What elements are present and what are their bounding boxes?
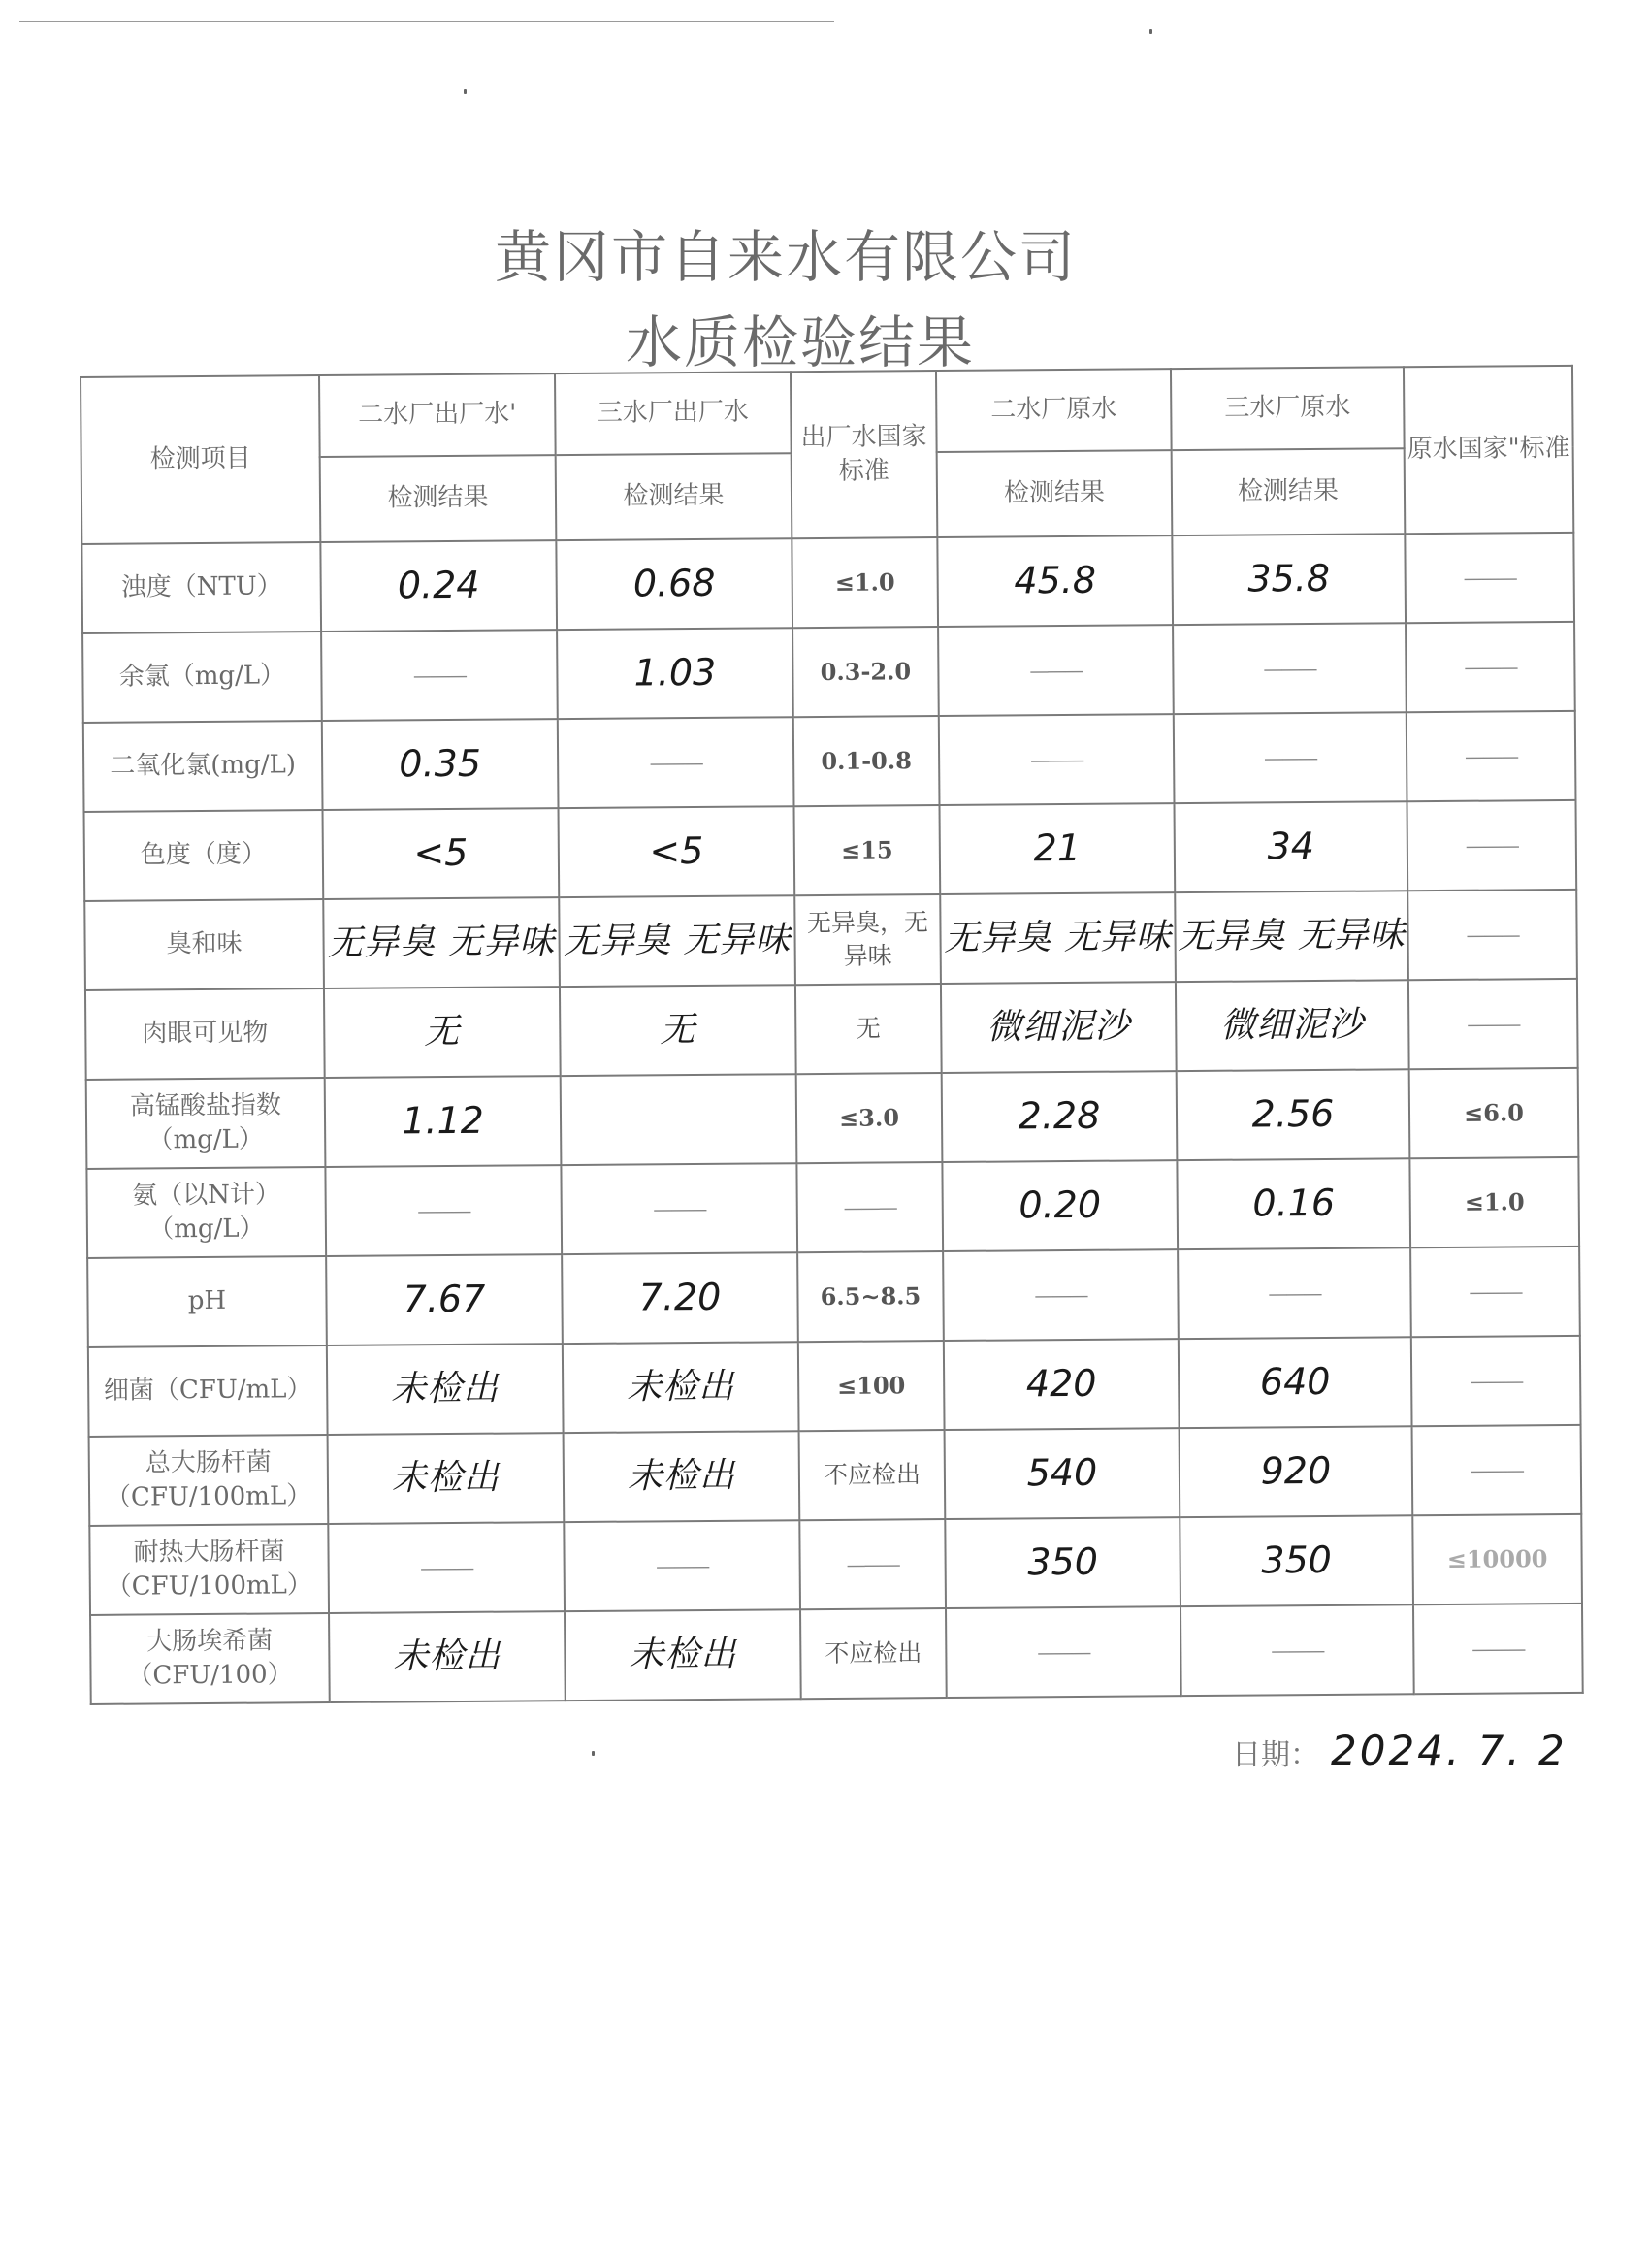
cell-plant3-raw: 920 — [1180, 1426, 1413, 1517]
table-row — [89, 1514, 1582, 1615]
cell-plant2-raw: 45.8 — [937, 535, 1173, 627]
scan-speck — [464, 89, 467, 94]
cell-plant2-raw: 21 — [939, 803, 1175, 894]
header-plant3-out: 三水厂出厂水 — [555, 372, 792, 455]
date-value: 2024. 7. 2 — [1331, 1727, 1568, 1774]
table-row — [86, 1157, 1579, 1258]
cell-plant3-raw: 34 — [1174, 801, 1407, 892]
cell-out-standard: 无异臭，无异味 — [794, 894, 941, 985]
cell-raw-standard: ——— — [1408, 979, 1578, 1069]
cell-plant2-raw: 0.20 — [942, 1160, 1178, 1251]
cell-plant3-out — [561, 1074, 797, 1165]
cell-out-standard: 0.3-2.0 — [792, 627, 939, 717]
cell-raw-standard: ——— — [1406, 800, 1576, 891]
cell-item: pH — [87, 1256, 327, 1347]
cell-out-standard: ≤15 — [794, 805, 941, 895]
cell-out-standard: 不应检出 — [800, 1608, 947, 1699]
cell-out-standard: ——— — [796, 1162, 943, 1252]
cell-plant3-raw: ——— — [1173, 623, 1406, 714]
cell-raw-standard: ——— — [1406, 622, 1575, 712]
cell-item: 臭和味 — [84, 899, 324, 990]
cell-plant3-raw: ——— — [1174, 712, 1407, 803]
cell-plant3-out: 0.68 — [556, 538, 792, 630]
cell-plant2-out: ——— — [328, 1522, 565, 1613]
scan-edge-line — [19, 21, 834, 22]
scan-speck — [592, 1751, 595, 1756]
cell-plant3-raw: 640 — [1179, 1337, 1412, 1428]
header-plant2-raw: 二水厂原水 — [936, 369, 1172, 452]
table-row — [87, 1247, 1580, 1347]
header-raw-standard: 原水国家"标准 — [1404, 366, 1573, 534]
cell-plant3-out: 无异臭 无异味 — [559, 895, 795, 987]
cell-plant3-out: 未检出 — [565, 1609, 801, 1701]
header-row-1 — [81, 366, 1573, 459]
cell-raw-standard: ≤10000 — [1412, 1514, 1582, 1604]
cell-raw-standard: ≤1.0 — [1409, 1157, 1579, 1247]
cell-out-standard: ≤1.0 — [792, 537, 938, 628]
report-title: 水质检验结果 — [626, 309, 976, 375]
header-plant2-out: 二水厂出厂水' — [319, 373, 556, 457]
header-item: 检测项目 — [81, 375, 320, 544]
cell-plant3-raw: 2.56 — [1177, 1069, 1410, 1160]
cell-plant3-out: 1.03 — [557, 628, 793, 719]
cell-item: 二氧化氯(mg/L) — [83, 721, 323, 812]
cell-out-standard: ≤100 — [798, 1341, 945, 1431]
cell-plant3-out: ——— — [558, 717, 794, 808]
cell-plant2-out: 未检出 — [328, 1433, 565, 1524]
cell-raw-standard: ——— — [1406, 711, 1576, 801]
cell-plant2-out: 0.24 — [320, 540, 557, 632]
header-result-label: 检测结果 — [1172, 448, 1406, 535]
cell-plant2-out: 无 — [324, 987, 561, 1078]
cell-plant2-out: 7.67 — [326, 1254, 563, 1345]
cell-plant3-out: 无 — [560, 985, 796, 1076]
cell-item: 耐热大肠杆菌（CFU/100mL） — [89, 1524, 329, 1615]
cell-plant3-out: ——— — [564, 1520, 800, 1611]
table-row — [90, 1604, 1583, 1704]
cell-item: 高锰酸盐指数（mg/L） — [86, 1078, 326, 1169]
cell-plant3-out: 未检出 — [564, 1431, 800, 1522]
cell-plant2-out: 未检出 — [327, 1344, 564, 1435]
table-row — [84, 800, 1577, 901]
cell-raw-standard: ——— — [1411, 1336, 1581, 1426]
table-row — [89, 1425, 1582, 1526]
date-line — [1232, 1727, 1568, 1774]
cell-out-standard: 不应检出 — [799, 1430, 946, 1520]
cell-plant3-raw: 350 — [1180, 1515, 1413, 1606]
company-title: 黄冈市自来水有限公司 — [495, 224, 1078, 290]
cell-item: 余氯（mg/L） — [82, 632, 322, 723]
cell-item: 细菌（CFU/mL） — [88, 1345, 328, 1437]
table-row — [81, 533, 1574, 633]
cell-item: 氨（以N计）（mg/L） — [86, 1167, 326, 1258]
cell-raw-standard: ——— — [1407, 890, 1577, 980]
cell-item: 总大肠杆菌（CFU/100mL） — [89, 1435, 329, 1526]
table-row — [86, 1068, 1579, 1169]
cell-out-standard: 6.5~8.5 — [797, 1251, 944, 1342]
cell-plant2-out: 未检出 — [329, 1611, 566, 1702]
cell-plant2-raw: 微细泥沙 — [941, 982, 1177, 1073]
cell-plant2-out: <5 — [323, 808, 560, 899]
cell-plant2-out: 0.35 — [322, 719, 559, 810]
cell-plant3-raw: ——— — [1180, 1604, 1414, 1696]
table-row — [85, 979, 1578, 1080]
table-row — [88, 1336, 1581, 1437]
cell-raw-standard: ——— — [1412, 1425, 1582, 1515]
cell-plant3-raw: 微细泥沙 — [1176, 980, 1409, 1071]
cell-plant2-out: ——— — [321, 630, 558, 721]
cell-plant2-raw: ——— — [939, 714, 1175, 805]
cell-plant2-raw: 无异臭 无异味 — [940, 892, 1176, 984]
header-result-label: 检测结果 — [320, 455, 557, 542]
cell-plant3-out: <5 — [559, 806, 795, 897]
cell-plant3-raw: 无异臭 无异味 — [1175, 891, 1408, 982]
date-label: 日期： — [1232, 1738, 1319, 1772]
cell-item: 大肠埃希菌（CFU/100） — [90, 1613, 330, 1704]
cell-plant2-raw: 350 — [945, 1517, 1180, 1608]
cell-plant3-out: 未检出 — [563, 1342, 799, 1433]
cell-item: 肉眼可见物 — [85, 988, 325, 1080]
table-row — [82, 622, 1575, 723]
header-out-standard: 出厂水国家标准 — [791, 371, 937, 538]
cell-plant2-out: 1.12 — [325, 1076, 562, 1167]
cell-plant2-raw: 540 — [945, 1428, 1180, 1519]
cell-raw-standard: ≤6.0 — [1409, 1068, 1579, 1158]
header-result-label: 检测结果 — [556, 453, 792, 540]
table-row — [83, 711, 1576, 812]
cell-plant3-out: ——— — [561, 1163, 797, 1254]
cell-plant3-raw: 35.8 — [1172, 534, 1406, 625]
cell-raw-standard: ——— — [1413, 1604, 1583, 1694]
cell-out-standard: 0.1-0.8 — [793, 716, 940, 806]
water-quality-table — [80, 365, 1584, 1705]
header-result-label: 检测结果 — [937, 450, 1173, 537]
cell-out-standard: ——— — [799, 1519, 946, 1609]
cell-plant2-raw: ——— — [938, 625, 1174, 716]
scan-speck — [1149, 29, 1152, 34]
cell-raw-standard: ——— — [1405, 533, 1574, 623]
cell-raw-standard: ——— — [1410, 1247, 1580, 1337]
cell-plant2-raw: ——— — [946, 1606, 1181, 1698]
cell-out-standard: ≤3.0 — [796, 1073, 943, 1163]
cell-plant2-out: ——— — [325, 1165, 562, 1256]
cell-plant2-raw: ——— — [943, 1249, 1179, 1341]
cell-plant2-raw: 420 — [944, 1339, 1180, 1430]
cell-item: 浊度（NTU） — [81, 542, 321, 633]
cell-out-standard: 无 — [795, 984, 942, 1074]
cell-plant2-raw: 2.28 — [942, 1071, 1178, 1162]
cell-plant3-raw: ——— — [1178, 1247, 1411, 1339]
results-table-wrapper — [80, 365, 1584, 1705]
cell-plant3-raw: 0.16 — [1177, 1158, 1410, 1249]
cell-item: 色度（度） — [84, 810, 324, 901]
table-row — [84, 890, 1577, 990]
cell-plant3-out: 7.20 — [562, 1252, 798, 1344]
cell-plant2-out: 无异臭 无异味 — [323, 897, 560, 988]
header-plant3-raw: 三水厂原水 — [1171, 367, 1405, 450]
